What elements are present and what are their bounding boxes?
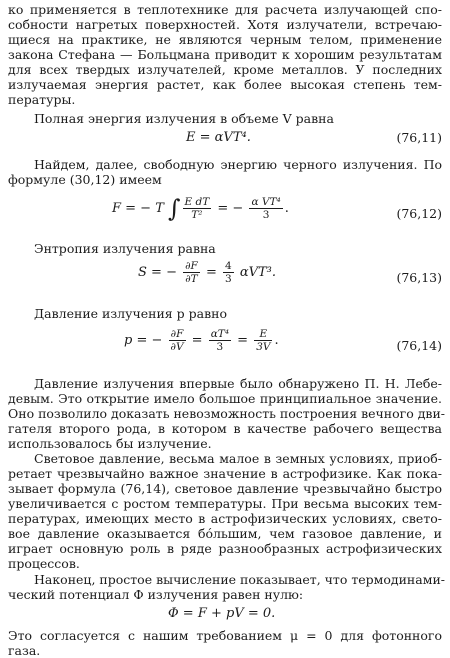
equation-free-energy: F = − T ∫ $\frac{\text{E dT}}{\text{T²}}$ = − $\frac{\text{α VT⁴}}{3}$ . [112,194,289,223]
para4-line: ческий потенциал Φ излучения равен нулю: [8,587,304,602]
para2-line: использовалось бы излучение. [8,436,212,451]
para3-line: играет основную роль в ряде разнообразных астрофизических [8,541,442,556]
equation-number: (76,14) [396,338,442,353]
para1-line: щиеся на практике, не являются черным телом, применение [8,32,442,47]
para1-line: пературы. [8,92,76,107]
para5-line: Это согласуется с нашим требованием μ = 0 для фотонного [8,628,442,643]
para2-line: гателя второго рода, в котором в качестве рабочего вещества [8,421,442,436]
integral-sign: ∫ [168,194,181,223]
para2-line: девым. Это открытие имело большое принципиальное значение. [8,391,442,406]
para2-line: Оно позволило доказать невозможность построения вечного дви- [8,406,445,421]
para3-line: увеличивается с ростом температуры. При весьма высоких тем- [8,496,442,511]
para1-line: для всех твердых излучателей, кроме металлов. У последних [8,62,442,77]
para1-line: ко применяется в теплотехнике для расчета излучающей спо- [8,2,442,17]
free-energy-intro-line: Найдем, далее, свободную энергию черного излучения. По [34,157,442,172]
para3-line: Световое давление, весьма малое в земных условиях, приоб- [34,451,442,466]
para5-line: газа. [8,643,41,658]
para4-line: Наконец, простое вычисление показывает, что термодинами- [34,572,445,587]
para3-line: ретает чрезвычайно важное значение в астрофизике. Как пока- [8,466,442,481]
equation-potential: Φ = F + pV = 0. [168,606,276,621]
free-energy-intro-line: формуле (30,12) имеем [8,172,162,187]
equation-entropy: S = − $\frac{\partial F}{\partial T}$ = $\frac{4}{3}$ αVT³. [138,260,277,285]
para1-line: излучаемая энергия растет, как более высокая степень тем- [8,77,442,92]
para3-line: вое давление оказывается бóльшим, чем газовое давление, и [8,526,442,541]
equation-number: (76,13) [396,270,442,285]
para1-line: закона Стефана — Больцмана приводит к хорошим результатам [8,47,442,62]
para1-line: собности нагретых поверхностей. Хотя излучатели, встречаю- [8,17,442,32]
para3-line: пературах, имеющих место в астрофизических условиях, свето- [8,511,442,526]
equation-energy: E = αVT⁴. [186,130,251,145]
pressure-intro: Давление излучения p равно [34,306,227,321]
para2-line: Давление излучения впервые было обнаружено П. Н. Лебе- [34,376,442,391]
entropy-intro: Энтропия излучения равна [34,241,216,256]
para3-line: процессов. [8,556,80,571]
equation-number: (76,11) [396,130,442,145]
energy-intro: Полная энергия излучения в объеме V равна [34,111,334,126]
equation-number: (76,12) [396,206,442,221]
para3-line: зывает формула (76,14), световое давление чрезвычайно быстро [8,481,442,496]
equation-pressure: p = − $\frac{\partial F}{\partial V}$ = $\frac{\text{αT⁴}}{3}$ = $\frac{E}{3V}$ . [124,328,279,353]
